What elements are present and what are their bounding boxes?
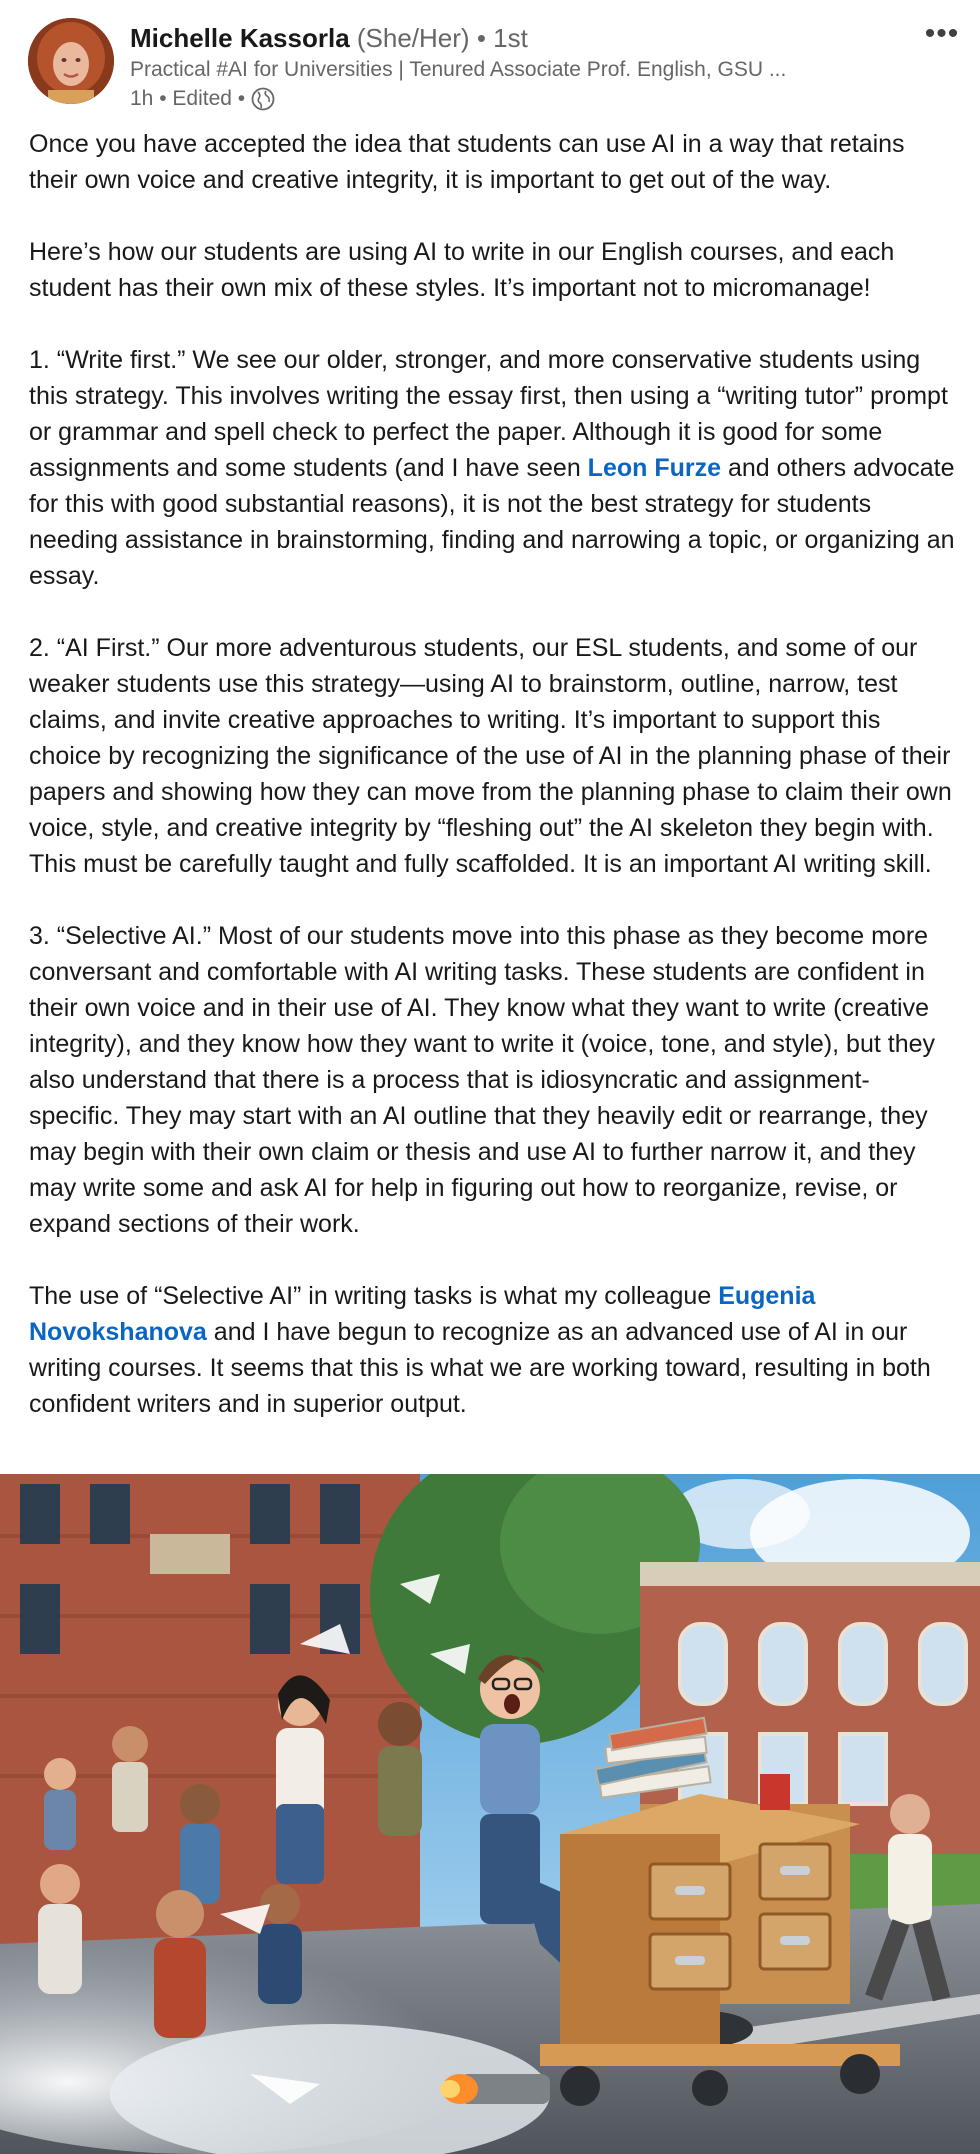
paragraph-4: 2. “AI First.” Our more adventurous students, our ESL students, and some of our weaker students use this strategy—using AI to brainstorm, outline, narrow, test claims, and invite creative approaches to writing. It’s important to support this choice by recognizing the significance of the use of AI in the planning phase of their papers and showing how they can move from the planning phase to claim their own voice, style, and creative integrity by “fleshing out” the AI skeleton they begin with. This must be carefully taught and fully scaffolded. It is an important AI writing skill. xyxy=(29,634,952,878)
paragraph-3 xyxy=(29,342,959,594)
paragraph-6-text-end: and I have begun to recognize as an advanced use of AI in our writing courses. It seems that this is what we are working toward, resulting in both confident writers and in superior output. xyxy=(29,1318,931,1418)
post-meta xyxy=(130,85,275,113)
paragraph-6 xyxy=(29,1278,959,1422)
author-line xyxy=(130,22,528,54)
post-header xyxy=(0,0,980,118)
paragraph-2: Here’s how our students are using AI to write in our English courses, and each student has their own mix of these styles. It’s important not to micromanage! xyxy=(29,238,895,302)
avatar[interactable] xyxy=(28,18,114,104)
author-name[interactable]: Michelle Kassorla xyxy=(130,23,350,53)
paragraph-3-text-start: 1. “Write first.” We see our older, stronger, and more conservative students using this strategy. This involves writing the essay first, then using a “writing tutor” prompt or grammar and spell check to perfect the paper. Although it is good for some assignments and some students (and I have seen xyxy=(29,346,948,482)
connection-degree: • 1st xyxy=(469,23,528,53)
paragraph-5: 3. “Selective AI.” Most of our students move into this phase as they become more conversant and comfortable with AI writing tasks. These students are confident in their own voice and in their use of AI. They know what they want to write (creative integrity), and they know how they want to write it (voice, tone, and style), but they also understand that there is a process that is idiosyncratic and assignment-specific. They may start with an AI outline that they heavily edit or rearrange, they may begin with their own claim or thesis and use AI to further narrow it, and they may write some and ask AI for help in figuring out how to reorganize, revise, or expand sections of their work. xyxy=(29,922,936,1238)
more-options-icon: ••• xyxy=(924,17,960,50)
paragraph-1: Once you have accepted the idea that students can use AI in a way that retains their own voice and creative integrity, it is important to get out of the way. xyxy=(29,130,905,194)
post-image[interactable] xyxy=(0,1474,980,2154)
paragraph-3-text-end: and others advocate for this with good substantial reasons), it is not the best strategy for students needing assistance in brainstorming, finding and narrowing a topic, or organizing an essay. xyxy=(29,454,955,590)
post-timestamp: 1h • Edited • xyxy=(130,87,246,110)
globe-icon xyxy=(251,87,275,111)
author-pronouns: (She/Her) xyxy=(356,23,470,53)
paragraph-6-text-start: The use of “Selective AI” in writing tasks is what my colleague xyxy=(29,1282,719,1310)
post-text xyxy=(29,126,959,1458)
more-options-button[interactable] xyxy=(920,14,964,54)
author-headline: Practical #AI for Universities | Tenured Associate Prof. English, GSU ... xyxy=(130,58,787,81)
mention-eugenia-novokshanova[interactable]: Eugenia Novokshanova xyxy=(29,1282,816,1346)
mention-leon-furze[interactable]: Leon Furze xyxy=(587,454,722,482)
